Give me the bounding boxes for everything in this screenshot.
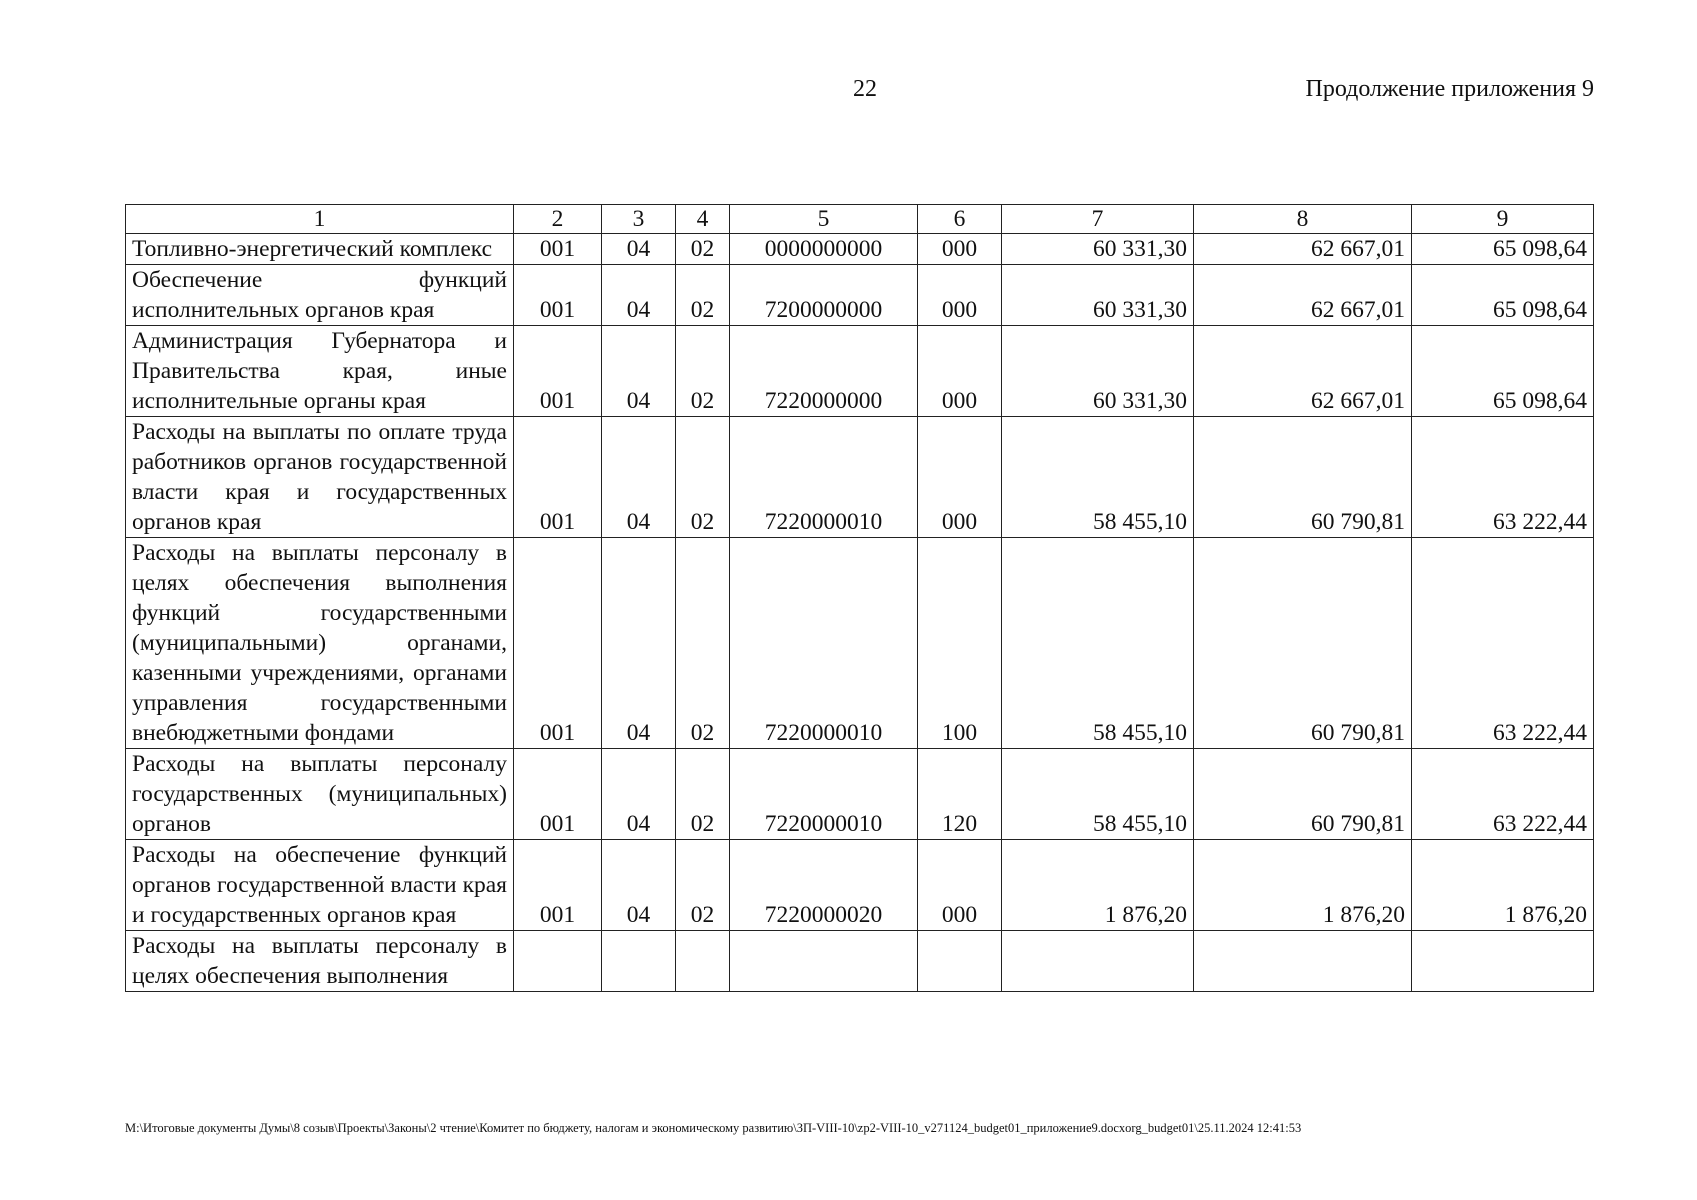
budget-table	[125, 204, 1594, 992]
column-header: 9	[1412, 205, 1594, 234]
table-row	[126, 538, 1594, 749]
row-name: Администрация Губернатора и Правительства края, иные исполнительные органы края	[126, 326, 514, 417]
cell-col8: 62 667,01	[1194, 234, 1412, 265]
cell-col5	[730, 931, 918, 992]
cell-col7: 60 331,30	[1002, 234, 1194, 265]
column-header: 6	[918, 205, 1002, 234]
row-name: Расходы на выплаты персоналу в целях обеспечения выполнения	[126, 931, 514, 992]
cell-col6: 000	[918, 840, 1002, 931]
cell-col3: 04	[602, 326, 676, 417]
cell-col7: 58 455,10	[1002, 749, 1194, 840]
cell-col2: 001	[514, 326, 602, 417]
file-path-footer: M:\Итоговые документы Думы\8 созыв\Проекты\Законы\2 чтение\Комитет по бюджету, налогам и экономическому развитию\ЗП-VIII-10\zp2-VIII-10_v271124_budget01_приложение9.docxorg_budget01\25.11.2024 12:41:53	[125, 1121, 1302, 1135]
cell-col4: 02	[676, 417, 730, 538]
column-number-row	[126, 205, 1594, 234]
column-header: 7	[1002, 205, 1194, 234]
appendix-label: Продолжение приложения 9	[1305, 76, 1594, 102]
table-row	[126, 265, 1594, 326]
cell-col7: 1 876,20	[1002, 840, 1194, 931]
cell-col8	[1194, 931, 1412, 992]
cell-col2: 001	[514, 840, 602, 931]
cell-col7: 58 455,10	[1002, 538, 1194, 749]
cell-col2: 001	[514, 417, 602, 538]
cell-col7: 60 331,30	[1002, 265, 1194, 326]
cell-col9: 65 098,64	[1412, 234, 1594, 265]
cell-col3: 04	[602, 749, 676, 840]
cell-col9: 65 098,64	[1412, 265, 1594, 326]
cell-col9: 1 876,20	[1412, 840, 1594, 931]
cell-col3: 04	[602, 234, 676, 265]
cell-col8: 62 667,01	[1194, 326, 1412, 417]
row-name: Расходы на обеспечение функций органов государственной власти края и государственных органов края	[126, 840, 514, 931]
page-number: 22	[853, 76, 877, 102]
cell-col6: 000	[918, 417, 1002, 538]
cell-col4: 02	[676, 234, 730, 265]
cell-col5: 7220000010	[730, 538, 918, 749]
table-row	[126, 931, 1594, 992]
row-name: Расходы на выплаты персоналу государственных (муниципальных) органов	[126, 749, 514, 840]
cell-col8: 60 790,81	[1194, 538, 1412, 749]
column-header: 8	[1194, 205, 1412, 234]
cell-col4: 02	[676, 840, 730, 931]
cell-col6: 000	[918, 234, 1002, 265]
cell-col4: 02	[676, 538, 730, 749]
cell-col6: 000	[918, 326, 1002, 417]
table-row	[126, 840, 1594, 931]
column-header: 4	[676, 205, 730, 234]
row-name: Топливно-энергетический комплекс	[126, 234, 514, 265]
cell-col9: 63 222,44	[1412, 538, 1594, 749]
cell-col3	[602, 931, 676, 992]
cell-col5: 7220000010	[730, 749, 918, 840]
cell-col5: 7220000000	[730, 326, 918, 417]
cell-col2: 001	[514, 234, 602, 265]
row-name: Обеспечение функций исполнительных органов края	[126, 265, 514, 326]
cell-col6	[918, 931, 1002, 992]
cell-col2	[514, 931, 602, 992]
cell-col9	[1412, 931, 1594, 992]
row-name: Расходы на выплаты по оплате труда работников органов государственной власти края и государственных органов края	[126, 417, 514, 538]
cell-col4: 02	[676, 265, 730, 326]
cell-col6: 000	[918, 265, 1002, 326]
column-header: 3	[602, 205, 676, 234]
cell-col5: 0000000000	[730, 234, 918, 265]
table-row	[126, 326, 1594, 417]
table-row	[126, 749, 1594, 840]
cell-col3: 04	[602, 265, 676, 326]
cell-col8: 60 790,81	[1194, 417, 1412, 538]
cell-col3: 04	[602, 417, 676, 538]
cell-col5: 7220000020	[730, 840, 918, 931]
column-header: 1	[126, 205, 514, 234]
cell-col8: 1 876,20	[1194, 840, 1412, 931]
cell-col5: 7220000010	[730, 417, 918, 538]
cell-col9: 65 098,64	[1412, 326, 1594, 417]
cell-col9: 63 222,44	[1412, 749, 1594, 840]
cell-col4	[676, 931, 730, 992]
cell-col4: 02	[676, 749, 730, 840]
table-row	[126, 417, 1594, 538]
cell-col2: 001	[514, 749, 602, 840]
cell-col6: 120	[918, 749, 1002, 840]
cell-col6: 100	[918, 538, 1002, 749]
cell-col7: 58 455,10	[1002, 417, 1194, 538]
column-header: 5	[730, 205, 918, 234]
column-header: 2	[514, 205, 602, 234]
cell-col2: 001	[514, 265, 602, 326]
cell-col7: 60 331,30	[1002, 326, 1194, 417]
cell-col9: 63 222,44	[1412, 417, 1594, 538]
cell-col3: 04	[602, 538, 676, 749]
cell-col4: 02	[676, 326, 730, 417]
row-name: Расходы на выплаты персоналу в целях обеспечения выполнения функций государственными (муниципальными) органами, казенными учреждениями, органами управления государственными внебюджетными фондами	[126, 538, 514, 749]
cell-col8: 60 790,81	[1194, 749, 1412, 840]
cell-col3: 04	[602, 840, 676, 931]
cell-col8: 62 667,01	[1194, 265, 1412, 326]
cell-col7	[1002, 931, 1194, 992]
table-row	[126, 234, 1594, 265]
cell-col5: 7200000000	[730, 265, 918, 326]
cell-col2: 001	[514, 538, 602, 749]
